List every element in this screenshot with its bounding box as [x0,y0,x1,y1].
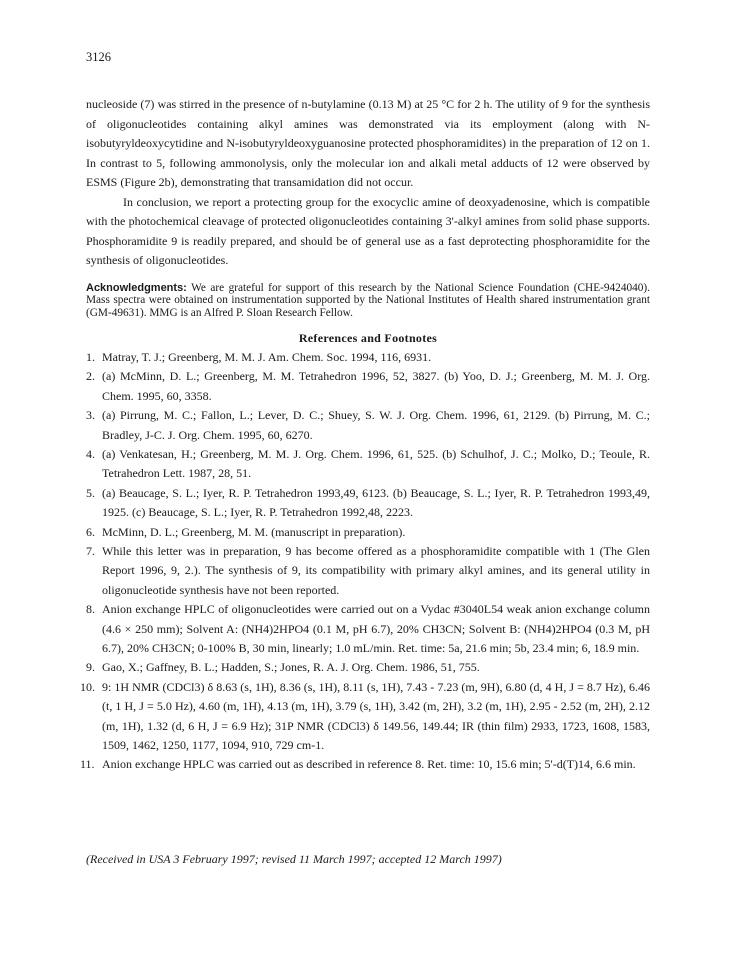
reference-text: (a) Pirrung, M. C.; Fallon, L.; Lever, D. C.; Shuey, S. W. J. Org. Chem. 1996, 61, 2129. (b) Pirrung, M. C.; Bradley, J-C. J. Org. Chem. 1995, 60, 6270. [102,408,650,442]
reference-text: 9: 1H NMR (CDCl3) δ 8.63 (s, 1H), 8.36 (s, 1H), 8.11 (s, 1H), 7.43 - 7.23 (m, 9H), 6.80 (d, 4 H, J = 8.7 Hz), 6.46 (t, 1 H, J = 5.0 Hz), 4.60 (m, 1H), 4.13 (m, 1H), 3.79 (s, 1H), 3.42 (m, 2H), 3.2 (m, 1H), 2.95 - 2.52 (m, 2H), 2.12 (m, 1H), 1.32 (d, 6 H, J = 6.9 Hz); 31P NMR (CDCl3) δ 149.56, 149.44; IR (thin film) 2933, 1723, 1608, 1583, 1509, 1462, 1250, 1177, 1094, 910, 729 cm-1. [102,679,650,753]
reference-item [86,367,650,406]
reference-text: McMinn, D. L.; Greenberg, M. M. (manuscript in preparation). [102,524,406,539]
reference-number: 9. [86,660,95,675]
references-title: References and Footnotes [298,330,438,345]
reference-item [86,484,650,523]
reference-text: Anion exchange HPLC was carried out as described in reference 8. Ret. time: 10, 15.6 min; 5'-d(T)14, 6.6 min. [102,757,636,772]
reference-text: Gao, X.; Gaffney, B. L.; Hadden, S.; Jones, R. A. J. Org. Chem. 1986, 51, 755. [102,660,480,675]
reference-item [86,348,650,367]
reference-item [86,523,650,542]
reference-number: 7. [86,543,95,558]
acknowledgments-text: We are grateful for support of this research by the National Science Foundation (CHE-9424040). Mass spectra were obtained on instrumentation supported by the National Institutes of Health shared instrumentation grant (GM-49631). MMG is an Alfred P. Sloan Research Fellow. [86,281,651,320]
article-body [80,95,651,775]
reference-text: (a) McMinn, D. L.; Greenberg, M. M. Tetrahedron 1996, 52, 3827. (b) Yoo, D. J.; Greenberg, M. M. J. Org. Chem. 1995, 60, 3358. [102,369,650,403]
references-list [80,348,650,775]
reference-text: Anion exchange HPLC of oligonucleotides were carried out on a Vydac #3040L54 weak anion exchange column (4.6 × 250 mm); Solvent A: (NH4)2HPO4 (0.1 M, pH 6.7), 20% CH3CN; Solvent B: (NH4)2HPO4 (0.3 M, pH 6.7), 20% CH3CN; 0-100% B, 30 min, linearly; 1.0 mL/min. Ret. time: 5a, 21.6 min; 5b, 23.4 min; 6, 18.9 min. [102,602,650,655]
reference-text: (a) Venkatesan, H.; Greenberg, M. M. J. Org. Chem. 1996, 61, 525. (b) Schulhof, J. C.; Molko, D.; Teoule, R. Tetrahedron Lett. 1987, 28, 51. [102,446,650,481]
reference-text: Matray, T. J.; Greenberg, M. M. J. Am. Chem. Soc. 1994, 116, 6931. [102,349,432,364]
body-paragraph-conclusion: In conclusion, we report a protecting group for the exocyclic amine of deoxyadenosine, which is compatible with the photochemical cleavage of protected oligonucleotides containing 3'-alkyl amines from solid phase supports. Phosphoramidite 9 is readily prepared, and should be of general use as a fast deprotecting phosphoramidite for the synthesis of oligonucleotides. [86,194,650,267]
reference-item [86,542,650,600]
page-number: 3126 [86,50,111,64]
reference-number: 6. [86,524,95,539]
acknowledgments-heading: Acknowledgments: [86,281,187,294]
reference-number: 5. [86,485,95,500]
reference-number: 8. [86,602,95,617]
reference-item [86,406,650,445]
reference-number: 3. [86,408,95,423]
reference-item [86,600,650,658]
acknowledgments [86,282,650,320]
reference-number: 2. [86,369,95,384]
reference-number: 4. [86,446,95,461]
reference-item [86,445,650,484]
reference-text: (a) Beaucage, S. L.; Iyer, R. P. Tetrahedron 1993,49, 6123. (b) Beaucage, S. L.; Iyer, R. P. Tetrahedron 1993,49, 1925. (c) Beaucage, S. L.; Iyer, R. P. Tetrahedron 1992,48, 2223. [102,485,650,520]
reference-item [80,755,650,774]
reference-text: While this letter was in preparation, 9 has become offered as a phosphoramidite compatible with 1 (The Glen Report 1996, 9, 2.). The synthesis of 9, its compatibility with primary alkyl amines, and its general utility in oligonucleotide synthesis have not been reported. [102,543,650,597]
reference-number: 1. [86,349,95,364]
reference-item [80,678,650,756]
reference-number: 10. [80,679,95,694]
received-dates: (Received in USA 3 February 1997; revised 11 March 1997; accepted 12 March 1997) [86,852,502,866]
reference-item [86,658,650,677]
body-paragraph-1: nucleoside (7) was stirred in the presence of n-butylamine (0.13 M) at 25 °C for 2 h. The utility of 9 for the synthesis of oligonucleotides containing alkyl amines was demonstrated via its employment (along with N-isobutyryldeoxycytidine and N-isobutyryldeoxyguanosine protected phosphoramidites) in the preparation of 12 on 1. In contrast to 5, following ammonolysis, only the molecular ion and alkali metal adducts of 12 were observed by ESMS (Figure 2b), demonstrating that transamidation did not occur. [86,97,650,189]
reference-number: 11. [80,757,95,772]
